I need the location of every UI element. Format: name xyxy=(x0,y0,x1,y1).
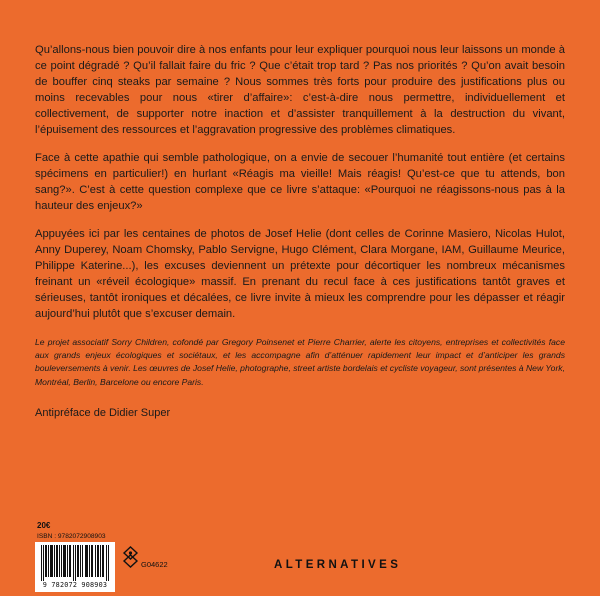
barcode-bars-icon xyxy=(41,545,109,581)
back-cover-text xyxy=(35,42,565,419)
publisher-name: ALTERNATIVES xyxy=(274,559,402,571)
blurb-paragraph-1: Qu’allons-nous bien pouvoir dire à nos enfants pour leur expliquer pourquoi nous leur laissons un monde à ce point dégradé ? Qu’il fallait faire du fric ? Que c’était trop tard ? Pas nos priorités ? Qu’on avait besoin de bouffer cinq steaks par semaine ? Nous sommes très forts pour produire des justifications plus ou moins recevables pour nous «tirer d’affaire»: c’est-à-dire nous permettre, individuellement et collectivement, de supporter notre inaction et d’assister tranquillement à la destruction du vivant, l’épuisement des ressources et l’aggravation progressive des problèmes climatiques. xyxy=(35,44,565,136)
product-code: G04622 xyxy=(141,560,168,569)
blurb-paragraph-2: Face à cette apathie qui semble pathologique, on a envie de secouer l’humanité tout entière (et certains spécimens en particulier!) en hurlant «Réagis ma vieille! Mais réagis! Qu’est-ce que tu attends, bon sang?». C’est à cette question complexe que ce livre s’attaque: «Pourquoi ne réagissons-nous pas à la hauteur des enjeux?» xyxy=(35,152,565,212)
isbn-label: ISBN : 9782072908903 xyxy=(37,533,106,540)
antipreface-credit: Antipréface de Didier Super xyxy=(35,406,171,419)
barcode xyxy=(35,542,115,592)
authors-note: Le projet associatif Sorry Children, cofondé par Gregory Poinsenet et Pierre Charrier, alerte les citoyens, entreprises et collectivités face aux grands enjeux écologiques et sociétaux, et les accompagne afin d’atténuer rapidement leur impact et d’anticiper les grands bouleversements à venir. Les œuvres de Josef Helie, photographe, street artiste bordelais et cycliste voyageur, sont présentes à New York, Montréal, Berlin, Barcelone ou encore Paris. xyxy=(35,337,565,387)
blurb-paragraph-3: Appuyées ici par les centaines de photos de Josef Helie (dont celles de Corinne Masiero, Nicolas Hulot, Anny Duperey, Noam Chomsky, Pablo Servigne, Hugo Clément, Clara Morgane, IAM, Guillaume Meurice, Philippe Katerine...), les excuses deviennent un prétexte pour décortiquer les nombreux mécanismes freinant un «réveil écologique» massif. En prenant du recul face à ces justifications tantôt graves et sérieuses, tantôt ironiques et décalées, ce livre invite à mieux les comprendre pour les dépasser et réagir aujourd’hui plutôt que s’excuser demain. xyxy=(35,228,565,320)
barcode-digits: 9 782072 908903 xyxy=(42,581,108,589)
price-label: 20€ xyxy=(37,521,51,530)
publisher-logo-icon xyxy=(122,546,139,568)
